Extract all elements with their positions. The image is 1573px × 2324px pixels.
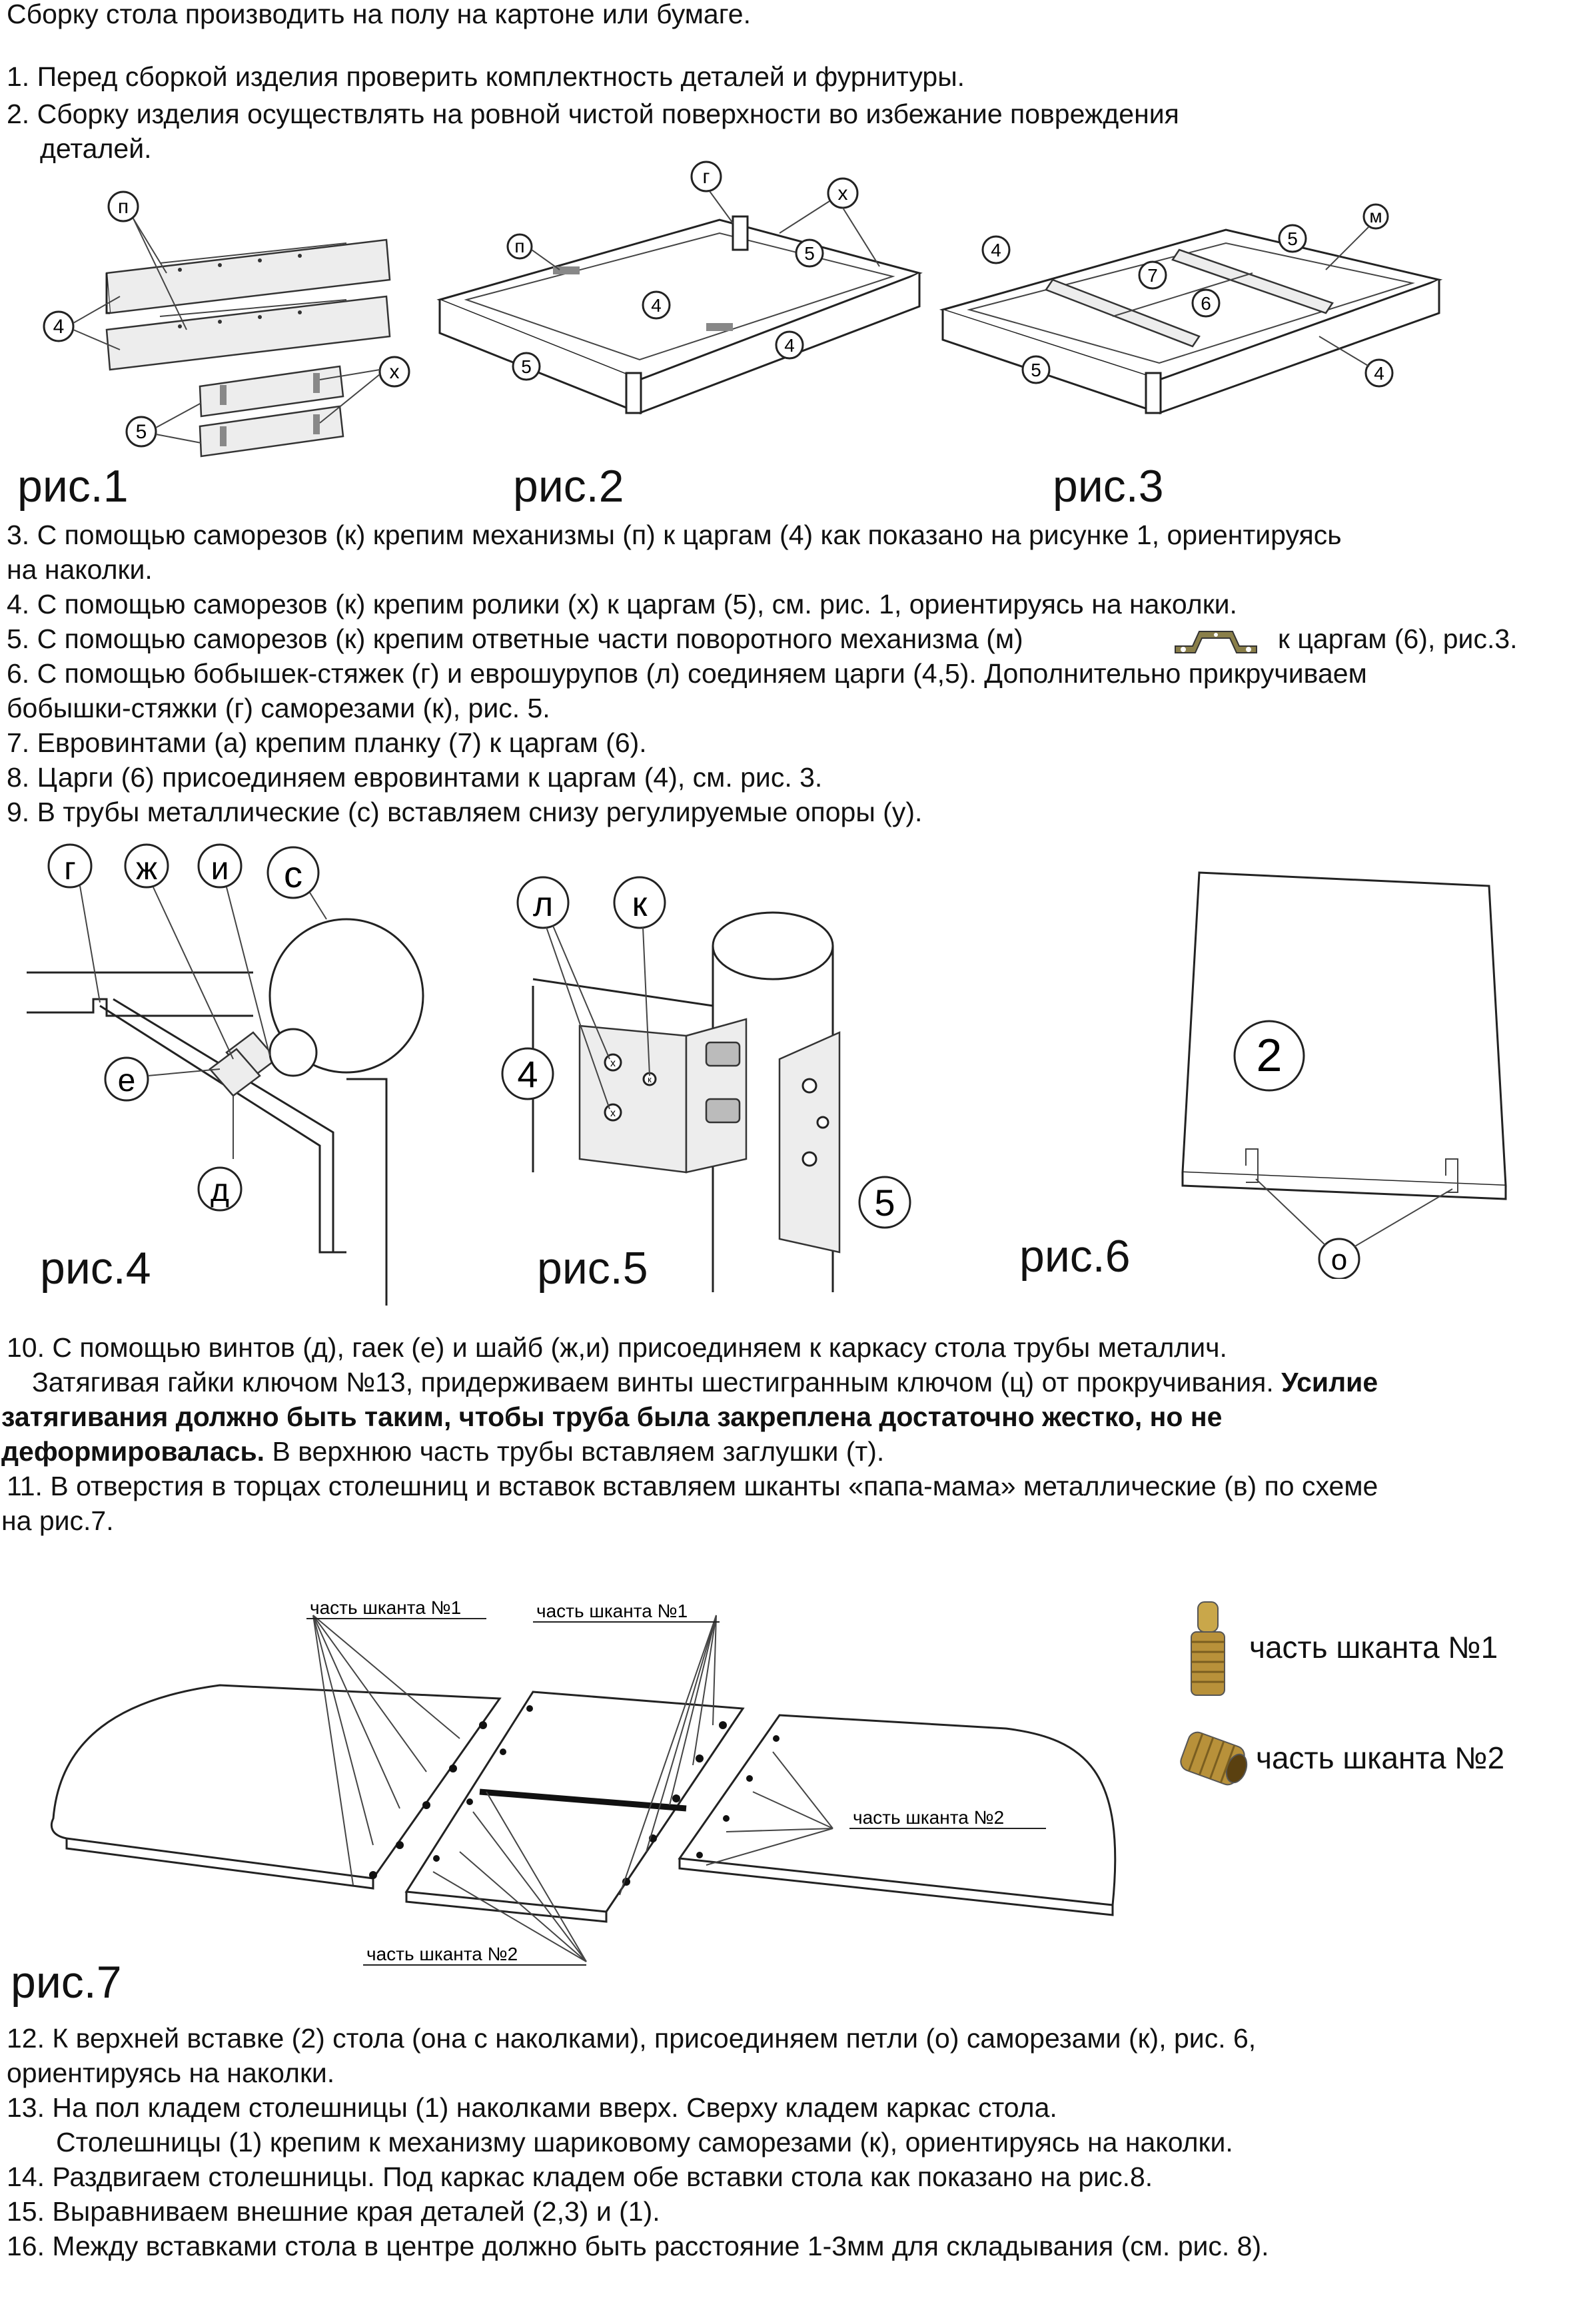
figure-5-drawing xyxy=(480,866,919,1292)
step-6-cont: бобышки-стяжки (г) саморезами (к), рис. 5. xyxy=(7,693,550,723)
fig3-label-4a: 4 xyxy=(991,240,1001,260)
fig1-label-4: 4 xyxy=(53,316,65,338)
fig2-label-4b: 4 xyxy=(784,335,795,356)
mounting-bracket-icon xyxy=(1173,626,1259,655)
caption-fig-3: рис.3 xyxy=(1053,461,1164,512)
fig3-label-7: 7 xyxy=(1147,265,1158,286)
caption-fig-7: рис.7 xyxy=(11,1957,122,2008)
step-15: 15. Выравниваем внешние края деталей (2,3) и (1). xyxy=(7,2196,660,2227)
fig5-label-x2: х xyxy=(610,1108,616,1119)
fig5-label-x1: х xyxy=(610,1058,616,1069)
step-6: 6. С помощью бобышек-стяжек (г) и еврошурупов (л) соединяем царги (4,5). Дополнительно прикручиваем xyxy=(7,658,1367,689)
fig7-label-part1-b: часть шканта №1 xyxy=(536,1601,688,1621)
step-10-line3: затягивания должно быть таким, чтобы труба была закреплена достаточно жестко, но не xyxy=(1,1401,1223,1432)
step-10-line2-bold: Усилие xyxy=(1281,1367,1378,1397)
step-14: 14. Раздвигаем столешницы. Под каркас кладем обе вставки стола как показано на рис.8. xyxy=(7,2161,1153,2192)
step-2-cont: деталей. xyxy=(40,133,152,164)
step-13-cont: Столешницы (1) крепим к механизму шариковому саморезами (к), ориентируясь на наколки. xyxy=(56,2127,1233,2157)
figure-7-drawing xyxy=(20,1572,1166,1985)
fig5-label-k: к xyxy=(632,885,648,924)
fig4-label-zh: ж xyxy=(135,851,158,887)
fig3-label-m: м xyxy=(1369,206,1382,226)
fig7-label-part2-b: часть шканта №2 xyxy=(366,1944,518,1964)
fig4-label-g: г xyxy=(64,851,76,887)
fig3-label-6: 6 xyxy=(1201,293,1211,314)
fig2-label-4a: 4 xyxy=(651,295,662,316)
fig2-label-p: п xyxy=(514,236,525,256)
step-12-cont: ориентируясь на наколки. xyxy=(7,2058,335,2088)
caption-fig-6: рис.6 xyxy=(1019,1231,1131,1282)
fig2-label-g: г xyxy=(702,166,710,188)
dowel-female-icon xyxy=(1178,1729,1251,1788)
legend-dowel-1: часть шканта №1 xyxy=(1249,1630,1498,1665)
step-10-line4-bold: деформировалась. xyxy=(1,1436,265,1467)
fig2-label-5a: 5 xyxy=(804,243,815,264)
dowel-male-icon xyxy=(1185,1599,1231,1699)
fig4-label-d: д xyxy=(210,1173,230,1208)
fig7-label-part2-a: часть шканта №2 xyxy=(853,1807,1005,1828)
fig1-label-x: х xyxy=(389,361,400,383)
step-11-cont: на рис.7. xyxy=(1,1505,114,1536)
caption-fig-1: рис.1 xyxy=(17,461,129,512)
fig1-label-p: п xyxy=(117,196,129,218)
fig4-label-s: с xyxy=(284,853,302,895)
fig2-label-5b: 5 xyxy=(521,356,532,377)
caption-fig-4: рис.4 xyxy=(40,1243,151,1294)
fig5-label-5: 5 xyxy=(874,1182,895,1224)
step-13: 13. На пол кладем столешницы (1) наколками вверх. Сверху кладем каркас стола. xyxy=(7,2092,1057,2123)
step-7: 7. Евровинтами (а) крепим планку (7) к царгам (6). xyxy=(7,727,647,758)
step-10-line2 xyxy=(32,1365,1378,1399)
step-8: 8. Царги (6) присоединяем евровинтами к царгам (4), см. рис. 3. xyxy=(7,762,823,793)
figure-1-drawing xyxy=(27,180,440,473)
fig6-label-o: о xyxy=(1330,1244,1348,1276)
step-2: 2. Сборку изделия осуществлять на ровной чистой поверхности во избежание повреждения xyxy=(7,99,1179,129)
step-10: 10. С помощью винтов (д), гаек (е) и шайб (ж,и) присоединяем к каркасу стола трубы металлич. xyxy=(7,1332,1227,1363)
fig7-label-part1-a: часть шканта №1 xyxy=(310,1597,462,1618)
figure-2-drawing xyxy=(426,160,933,433)
intro-line: Сборку стола производить на полу на картоне или бумаге. xyxy=(7,0,751,29)
step-10-line4 xyxy=(1,1435,884,1468)
step-9: 9. В трубы металлические (с) вставляем снизу регулируемые опоры (у). xyxy=(7,797,923,827)
fig5-label-k1: к xyxy=(648,1074,652,1084)
figure-3-drawing xyxy=(933,180,1466,446)
figure-6-drawing xyxy=(1173,866,1532,1279)
fig3-label-5b: 5 xyxy=(1031,360,1041,380)
fig1-label-5: 5 xyxy=(135,421,147,443)
figure-4-drawing xyxy=(13,839,466,1306)
step-5: 5. С помощью саморезов (к) крепим ответные части поворотного механизма (м) xyxy=(7,623,1023,654)
fig5-label-l: л xyxy=(532,885,554,924)
fig3-label-4b: 4 xyxy=(1374,363,1384,384)
fig5-label-4: 4 xyxy=(517,1053,538,1095)
step-1: 1. Перед сборкой изделия проверить комплектность деталей и фурнитуры. xyxy=(7,61,965,92)
step-12: 12. К верхней вставке (2) стола (она с наколками), присоединяем петли (о) саморезами (к), рис. 6, xyxy=(7,2023,1257,2054)
fig4-label-i: и xyxy=(211,851,229,887)
step-5-tail: к царгам (6), рис.3. xyxy=(1278,623,1518,654)
fig6-label-2: 2 xyxy=(1256,1029,1283,1081)
fig3-label-5a: 5 xyxy=(1287,228,1298,249)
step-4: 4. С помощью саморезов (к) крепим ролики (х) к царгам (5), см. рис. 1, ориентируясь на наколки. xyxy=(7,589,1237,619)
fig4-label-e: е xyxy=(117,1063,136,1098)
step-16: 16. Между вставками стола в центре должно быть расстояние 1-3мм для складывания (см. рис. 8). xyxy=(7,2231,1269,2261)
step-3: 3. С помощью саморезов (к) крепим механизмы (п) к царгам (4) как показано на рисунке 1, ориентируясь xyxy=(7,520,1342,550)
step-11: 11. В отверстия в торцах столешниц и вставок вставляем шканты «папа-мама» металлические (в) по схеме xyxy=(7,1471,1378,1501)
step-10-line2-plain: Затягивая гайки ключом №13, придерживаем винты шестигранным ключом (ц) от прокручивания. xyxy=(32,1367,1274,1397)
caption-fig-5: рис.5 xyxy=(537,1243,648,1294)
caption-fig-2: рис.2 xyxy=(513,461,624,512)
fig2-label-x: х xyxy=(837,183,848,204)
step-3-cont: на наколки. xyxy=(7,554,153,585)
legend-dowel-2: часть шканта №2 xyxy=(1256,1741,1505,1775)
step-10-line4-plain: В верхнюю часть трубы вставляем заглушки (т). xyxy=(272,1436,885,1467)
